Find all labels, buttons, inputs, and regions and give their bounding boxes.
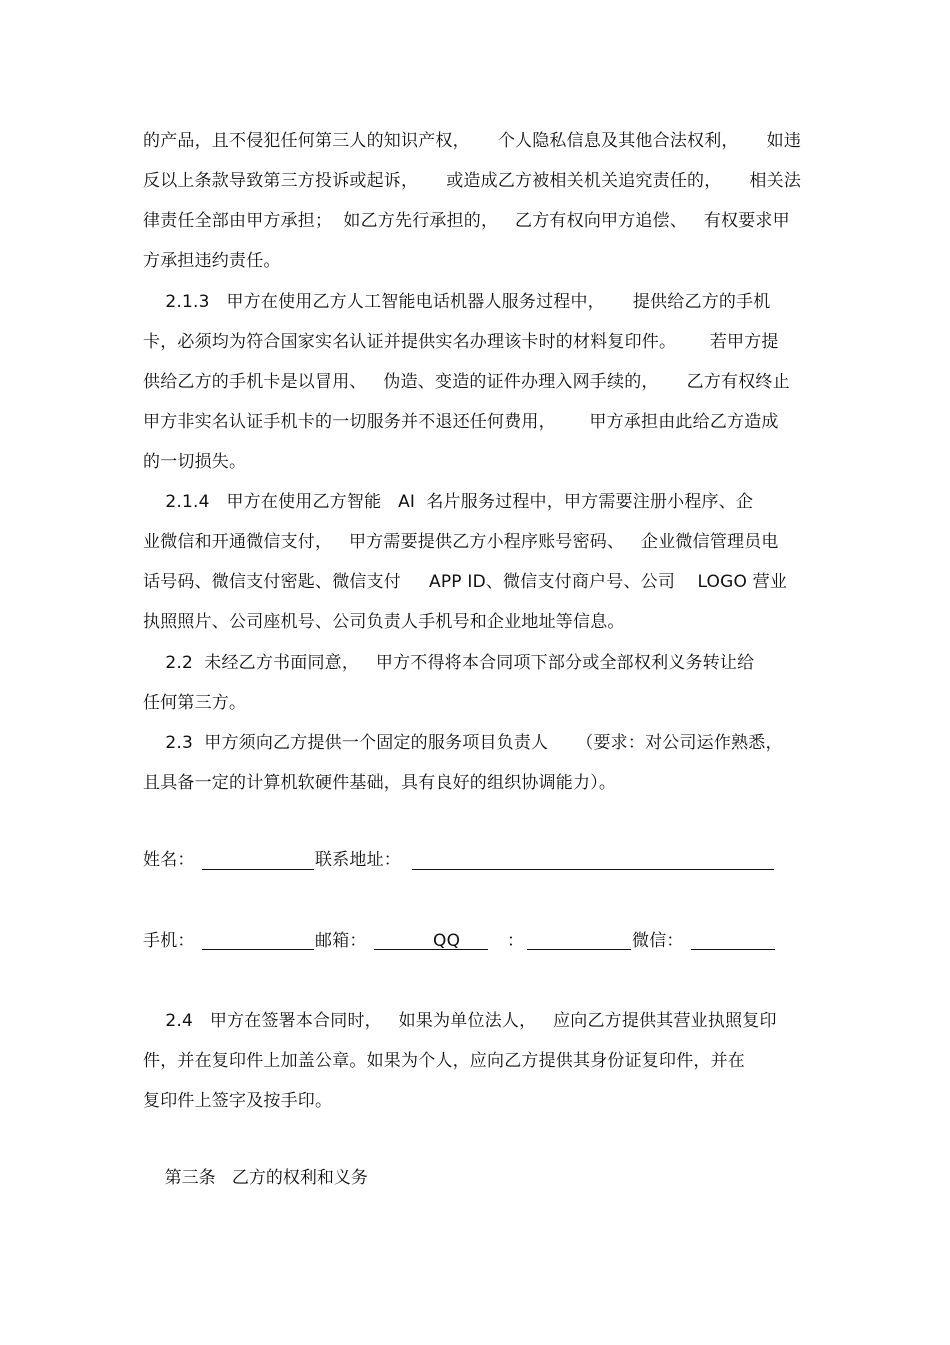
qq-colon: ： — [507, 931, 525, 951]
para6-line-3: 复印件上签字及按手印。 — [143, 1091, 333, 1111]
para3-line-1: 2.1.4 甲方在使用乙方智能 AI 名片服务过程中，甲方需要注册小程序、企 — [143, 492, 754, 512]
para3-line-4: 执照照片、公司座机号、公司负责人手机号和企业地址等信息。 — [143, 612, 625, 632]
email-label: 邮箱： — [315, 931, 367, 951]
name-blank[interactable] — [202, 869, 314, 870]
para1-line-1: 的产品，且不侵犯任何第三人的知识产权， 个人隐私信息及其他合法权利， 如违 — [143, 131, 802, 151]
para3-line-3: 话号码、微信支付密匙、微信支付 APP ID、微信支付商户号、公司 LOGO 营业 — [143, 572, 788, 592]
wechat-label: 微信： — [632, 931, 684, 951]
para1-line-2: 反以上条款导致第三方投诉或起诉， 或造成乙方被相关机关追究责任的， 相关法 — [143, 171, 802, 191]
email-blank[interactable] — [374, 949, 488, 950]
para2-line-4: 甲方非实名认证手机卡的一切服务并不退还任何费用， 甲方承担由此给乙方造成 — [143, 412, 779, 432]
phone-blank[interactable] — [202, 949, 314, 950]
qq-blank[interactable] — [527, 949, 631, 950]
para1-line-4: 方承担违约责任。 — [143, 251, 281, 271]
wechat-blank[interactable] — [691, 949, 775, 950]
section-heading: 第三条 乙方的权利和义务 — [143, 1168, 368, 1188]
address-label: 联系地址： — [315, 850, 401, 870]
para4-line-1: 2.2 未经乙方书面同意， 甲方不得将本合同项下部分或全部权利义务转让给 — [143, 653, 755, 673]
para3-line-2: 业微信和开通微信支付， 甲方需要提供乙方小程序账号密码、 企业微信管理员电 — [143, 532, 779, 552]
para5-line-1: 2.3 甲方须向乙方提供一个固定的服务项目负责人 （要求：对公司运作熟悉， — [143, 733, 783, 753]
qq-label: QQ — [433, 931, 461, 951]
para2-line-1: 2.1.3 甲方在使用乙方人工智能电话机器人服务过程中， 提供给乙方的手机 — [143, 292, 771, 312]
phone-label: 手机： — [143, 931, 195, 951]
address-blank[interactable] — [412, 869, 774, 870]
name-label: 姓名： — [143, 850, 195, 870]
para4-line-2: 任何第三方。 — [143, 693, 247, 713]
para1-line-3: 律责任全部由甲方承担； 如乙方先行承担的， 乙方有权向甲方追偿、 有权要求甲 — [143, 211, 790, 231]
para5-line-2: 且具备一定的计算机软硬件基础，具有良好的组织协调能力）。 — [143, 773, 617, 793]
para2-line-2: 卡，必须均为符合国家实名认证并提供实名办理该卡时的材料复印件。 若甲方提 — [143, 332, 779, 352]
para2-line-3: 供给乙方的手机卡是以冒用、 伪造、变造的证件办理入网手续的， 乙方有权终止 — [143, 372, 790, 392]
para2-line-5: 的一切损失。 — [143, 452, 247, 472]
para6-line-2: 件，并在复印件上加盖公章。如果为个人，应向乙方提供其身份证复印件，并在 — [143, 1051, 745, 1071]
para6-line-1: 2.4 甲方在签署本合同时， 如果为单位法人， 应向乙方提供其营业执照复印 — [143, 1011, 777, 1031]
